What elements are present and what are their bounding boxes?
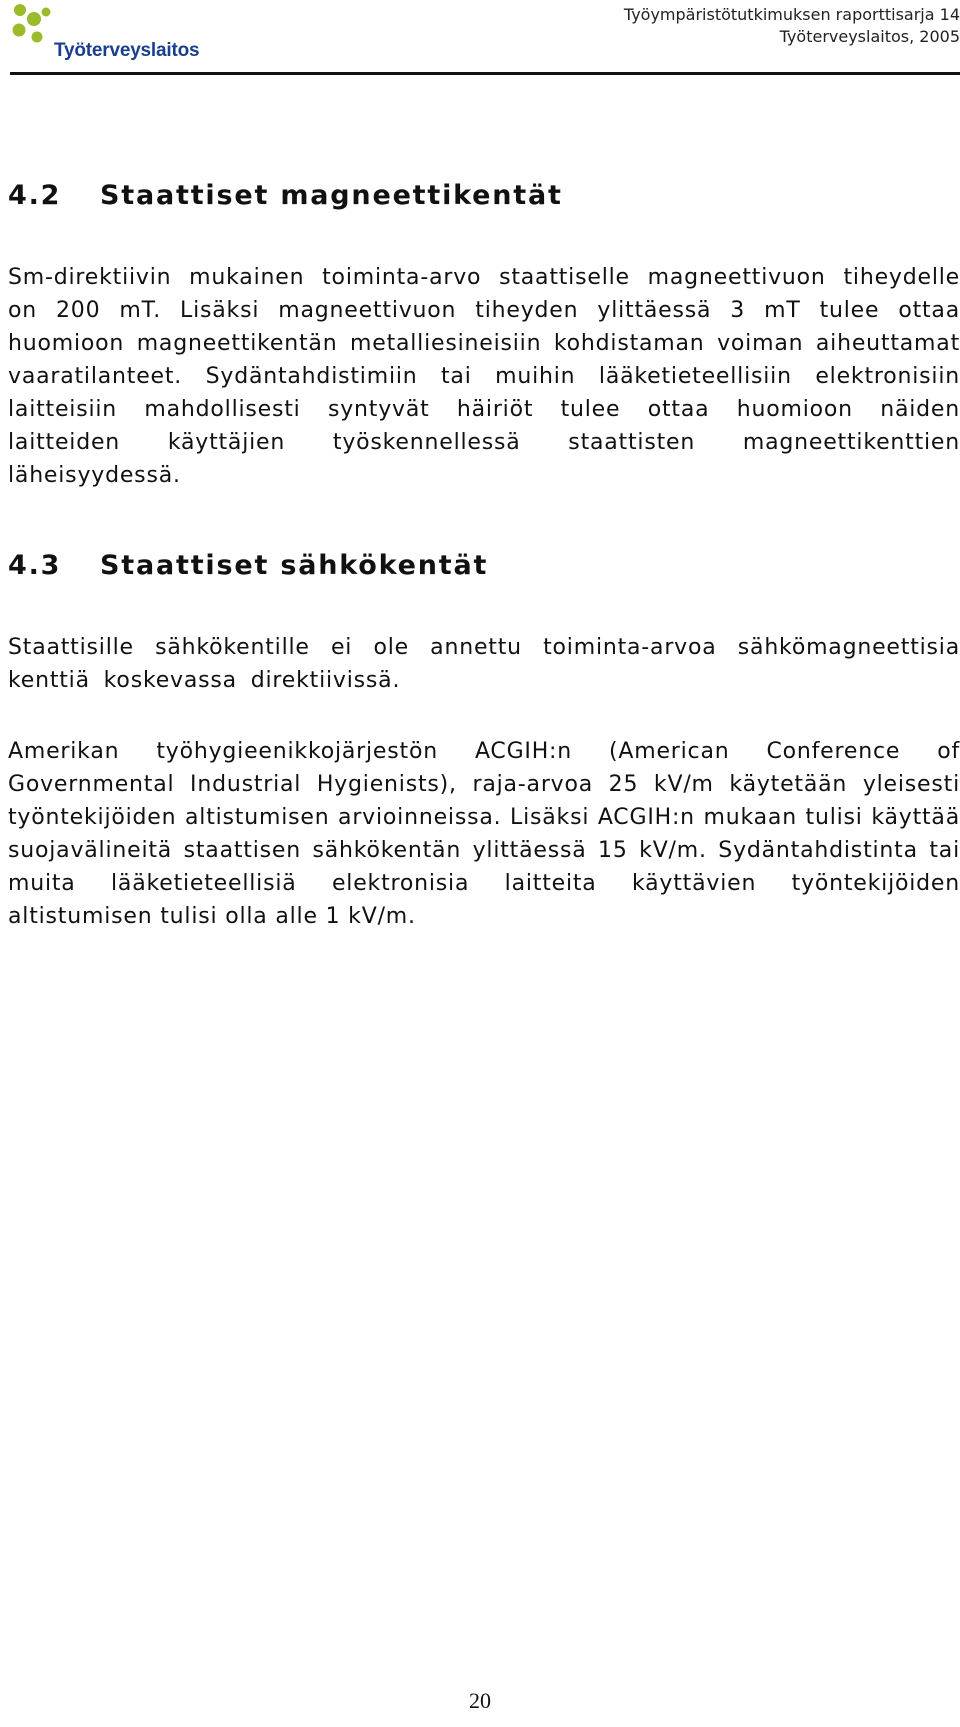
institute-logo xyxy=(10,2,200,68)
logo-mark-icon xyxy=(10,2,54,62)
section-title: Staattiset magneettikentät xyxy=(100,180,563,211)
header-meta xyxy=(520,4,960,48)
paragraph: Sm-direktiivin mukainen toiminta-arvo staattiselle magneettivuon tiheydelle on 200 mT. Lisäksi magneettivuon tiheyden ylittäessä 3 mT tulee ottaa huomioon magneettikentän metalliesineisiin kohdistaman voiman aiheuttamat vaaratilanteet. Sydäntahdistimiin tai muihin lääketieteellisiin elektronisiin laitteisiin mahdollisesti syntyvät häiriöt tulee ottaa huomioon näiden laitteiden käyttäjien työskennellessä staattisten magneettikenttien läheisyydessä. xyxy=(8,265,960,488)
paragraph: Amerikan työhygieenikkojärjestön ACGIH:n (American Conference of Governmental Industrial Hygienists), raja-arvoa 25 kV/m käytetään yleisesti työntekijöiden altistumisen arvioinneissa. Lisäksi ACGIH:n mukaan tulisi käyttää suojavälineitä staattisen sähkökentän ylittäessä 15 kV/m. Sydäntahdistinta tai muita lääketieteellisiä elektronisia laitteita käyttävien työntekijöiden altistumisen tulisi olla alle 1 kV/m. xyxy=(8,739,960,929)
section-title: Staattiset sähkökentät xyxy=(100,550,489,581)
section-heading-4-3 xyxy=(8,550,960,581)
section-number: 4.3 xyxy=(8,550,62,581)
publisher-year: Työterveyslaitos, 2005 xyxy=(779,27,960,46)
section-number: 4.2 xyxy=(8,180,62,211)
document-body xyxy=(8,180,960,933)
report-series: Työympäristötutkimuksen raporttisarja 14 xyxy=(623,5,960,24)
header-rule xyxy=(10,72,960,75)
paragraph: Staattisille sähkökentille ei ole annettu toiminta-arvoa sähkömagneettisia kenttiä koskevassa direktiivissä. xyxy=(8,635,960,693)
logo-text: Työterveyslaitos xyxy=(54,40,200,61)
page-header xyxy=(0,0,960,76)
page-number: 20 xyxy=(469,1688,491,1713)
section-heading-4-2 xyxy=(8,180,960,211)
